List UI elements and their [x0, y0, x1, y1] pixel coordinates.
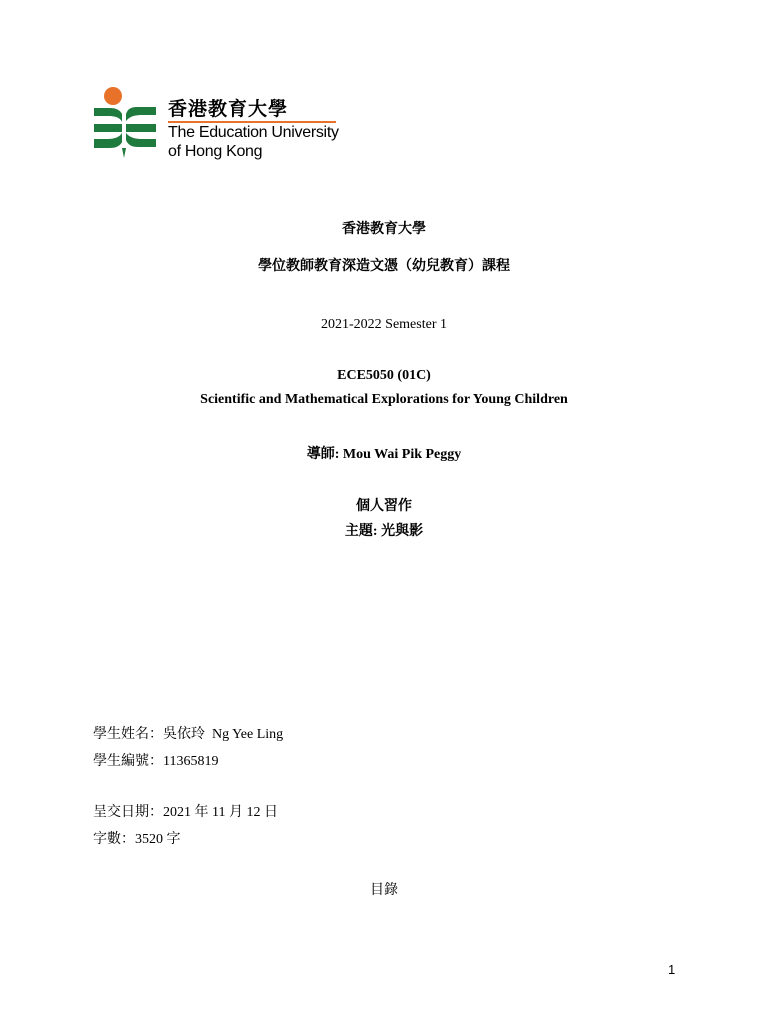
- logo-english-line2: of Hong Kong: [168, 143, 263, 160]
- topic-label: 主題:: [344, 524, 378, 539]
- word-count-label: 字數：: [93, 832, 135, 847]
- eduhk-emblem-icon: [92, 86, 162, 161]
- word-count: 3520 字: [135, 832, 181, 847]
- student-id-line: [93, 750, 218, 770]
- topic-line: [0, 520, 768, 540]
- semester: 2021-2022 Semester 1: [321, 317, 447, 332]
- submission-date: 2021 年 11 月 12 日: [163, 805, 278, 820]
- logo-chinese-name: 香港教育大學: [168, 98, 289, 120]
- logo-english-name: [168, 123, 339, 161]
- course-title: Scientific and Mathematical Explorations for Young Children: [200, 392, 568, 407]
- assignment-type: 個人習作: [356, 499, 412, 514]
- table-of-contents-heading: 目錄: [370, 883, 398, 898]
- tutor-line: [0, 443, 768, 463]
- submission-date-line: [93, 801, 278, 821]
- topic-value: 光與影: [381, 524, 424, 539]
- student-id: 11365819: [163, 754, 219, 769]
- student-name-label: 學生姓名：: [93, 727, 163, 742]
- course-code: ECE5050 (01C): [337, 368, 431, 383]
- programme-title: 學位教師教育深造文憑（幼兒教育）課程: [258, 259, 510, 274]
- submission-date-label: 呈交日期：: [93, 805, 163, 820]
- tutor-label: 導師:: [306, 447, 340, 462]
- student-id-label: 學生編號：: [93, 754, 163, 769]
- university-heading: 香港教育大學: [342, 222, 426, 237]
- logo-english-line1: The Education University: [168, 124, 339, 141]
- tutor-name: Mou Wai Pik Peggy: [342, 447, 462, 462]
- university-logo: [92, 86, 342, 161]
- student-name-line: [93, 723, 283, 743]
- page-number: 1: [668, 962, 676, 977]
- student-name: 吳依玲 Ng Yee Ling: [163, 727, 284, 742]
- word-count-line: [93, 828, 181, 848]
